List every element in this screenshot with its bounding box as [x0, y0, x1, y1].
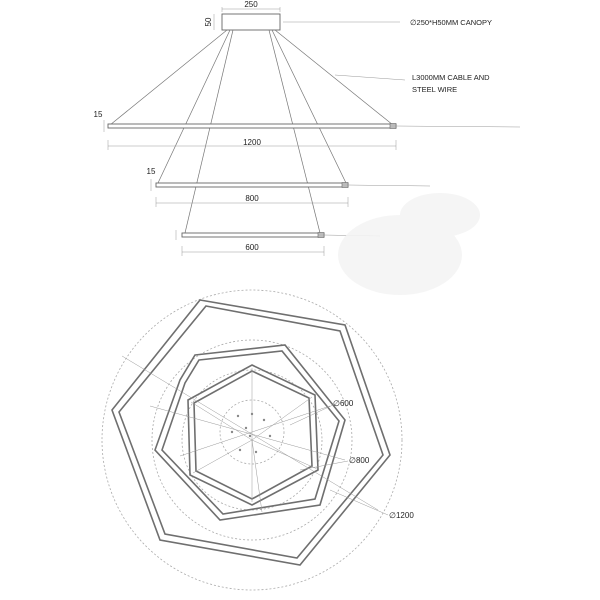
plan-large-label: ∅1200 [389, 511, 414, 520]
canopy-height-label: 50 [204, 17, 213, 27]
canopy-note: ∅250*H50MM CANOPY [410, 18, 492, 27]
plan-view [102, 290, 414, 590]
watermark-smudge [338, 193, 480, 295]
plan-medium-label: ∅800 [349, 456, 370, 465]
canopy-width-label: 250 [244, 0, 258, 9]
ring-medium-elevation [147, 167, 430, 207]
ring-medium-width-label: 800 [245, 194, 259, 203]
canopy [222, 14, 280, 30]
cable-note-line2: STEEL WIRE [412, 85, 458, 94]
cable-points [231, 413, 271, 453]
ring-medium-thickness-label: 15 [146, 167, 156, 176]
cable-note-line1: L3000MM CABLE AND [412, 73, 490, 82]
ring-large-thickness-label: 15 [93, 110, 103, 119]
ring-large-elevation [94, 110, 520, 150]
ring-large-width-label: 1200 [243, 138, 261, 147]
plan-small-label: ∅600 [333, 399, 354, 408]
ring-small-width-label: 600 [245, 243, 259, 252]
